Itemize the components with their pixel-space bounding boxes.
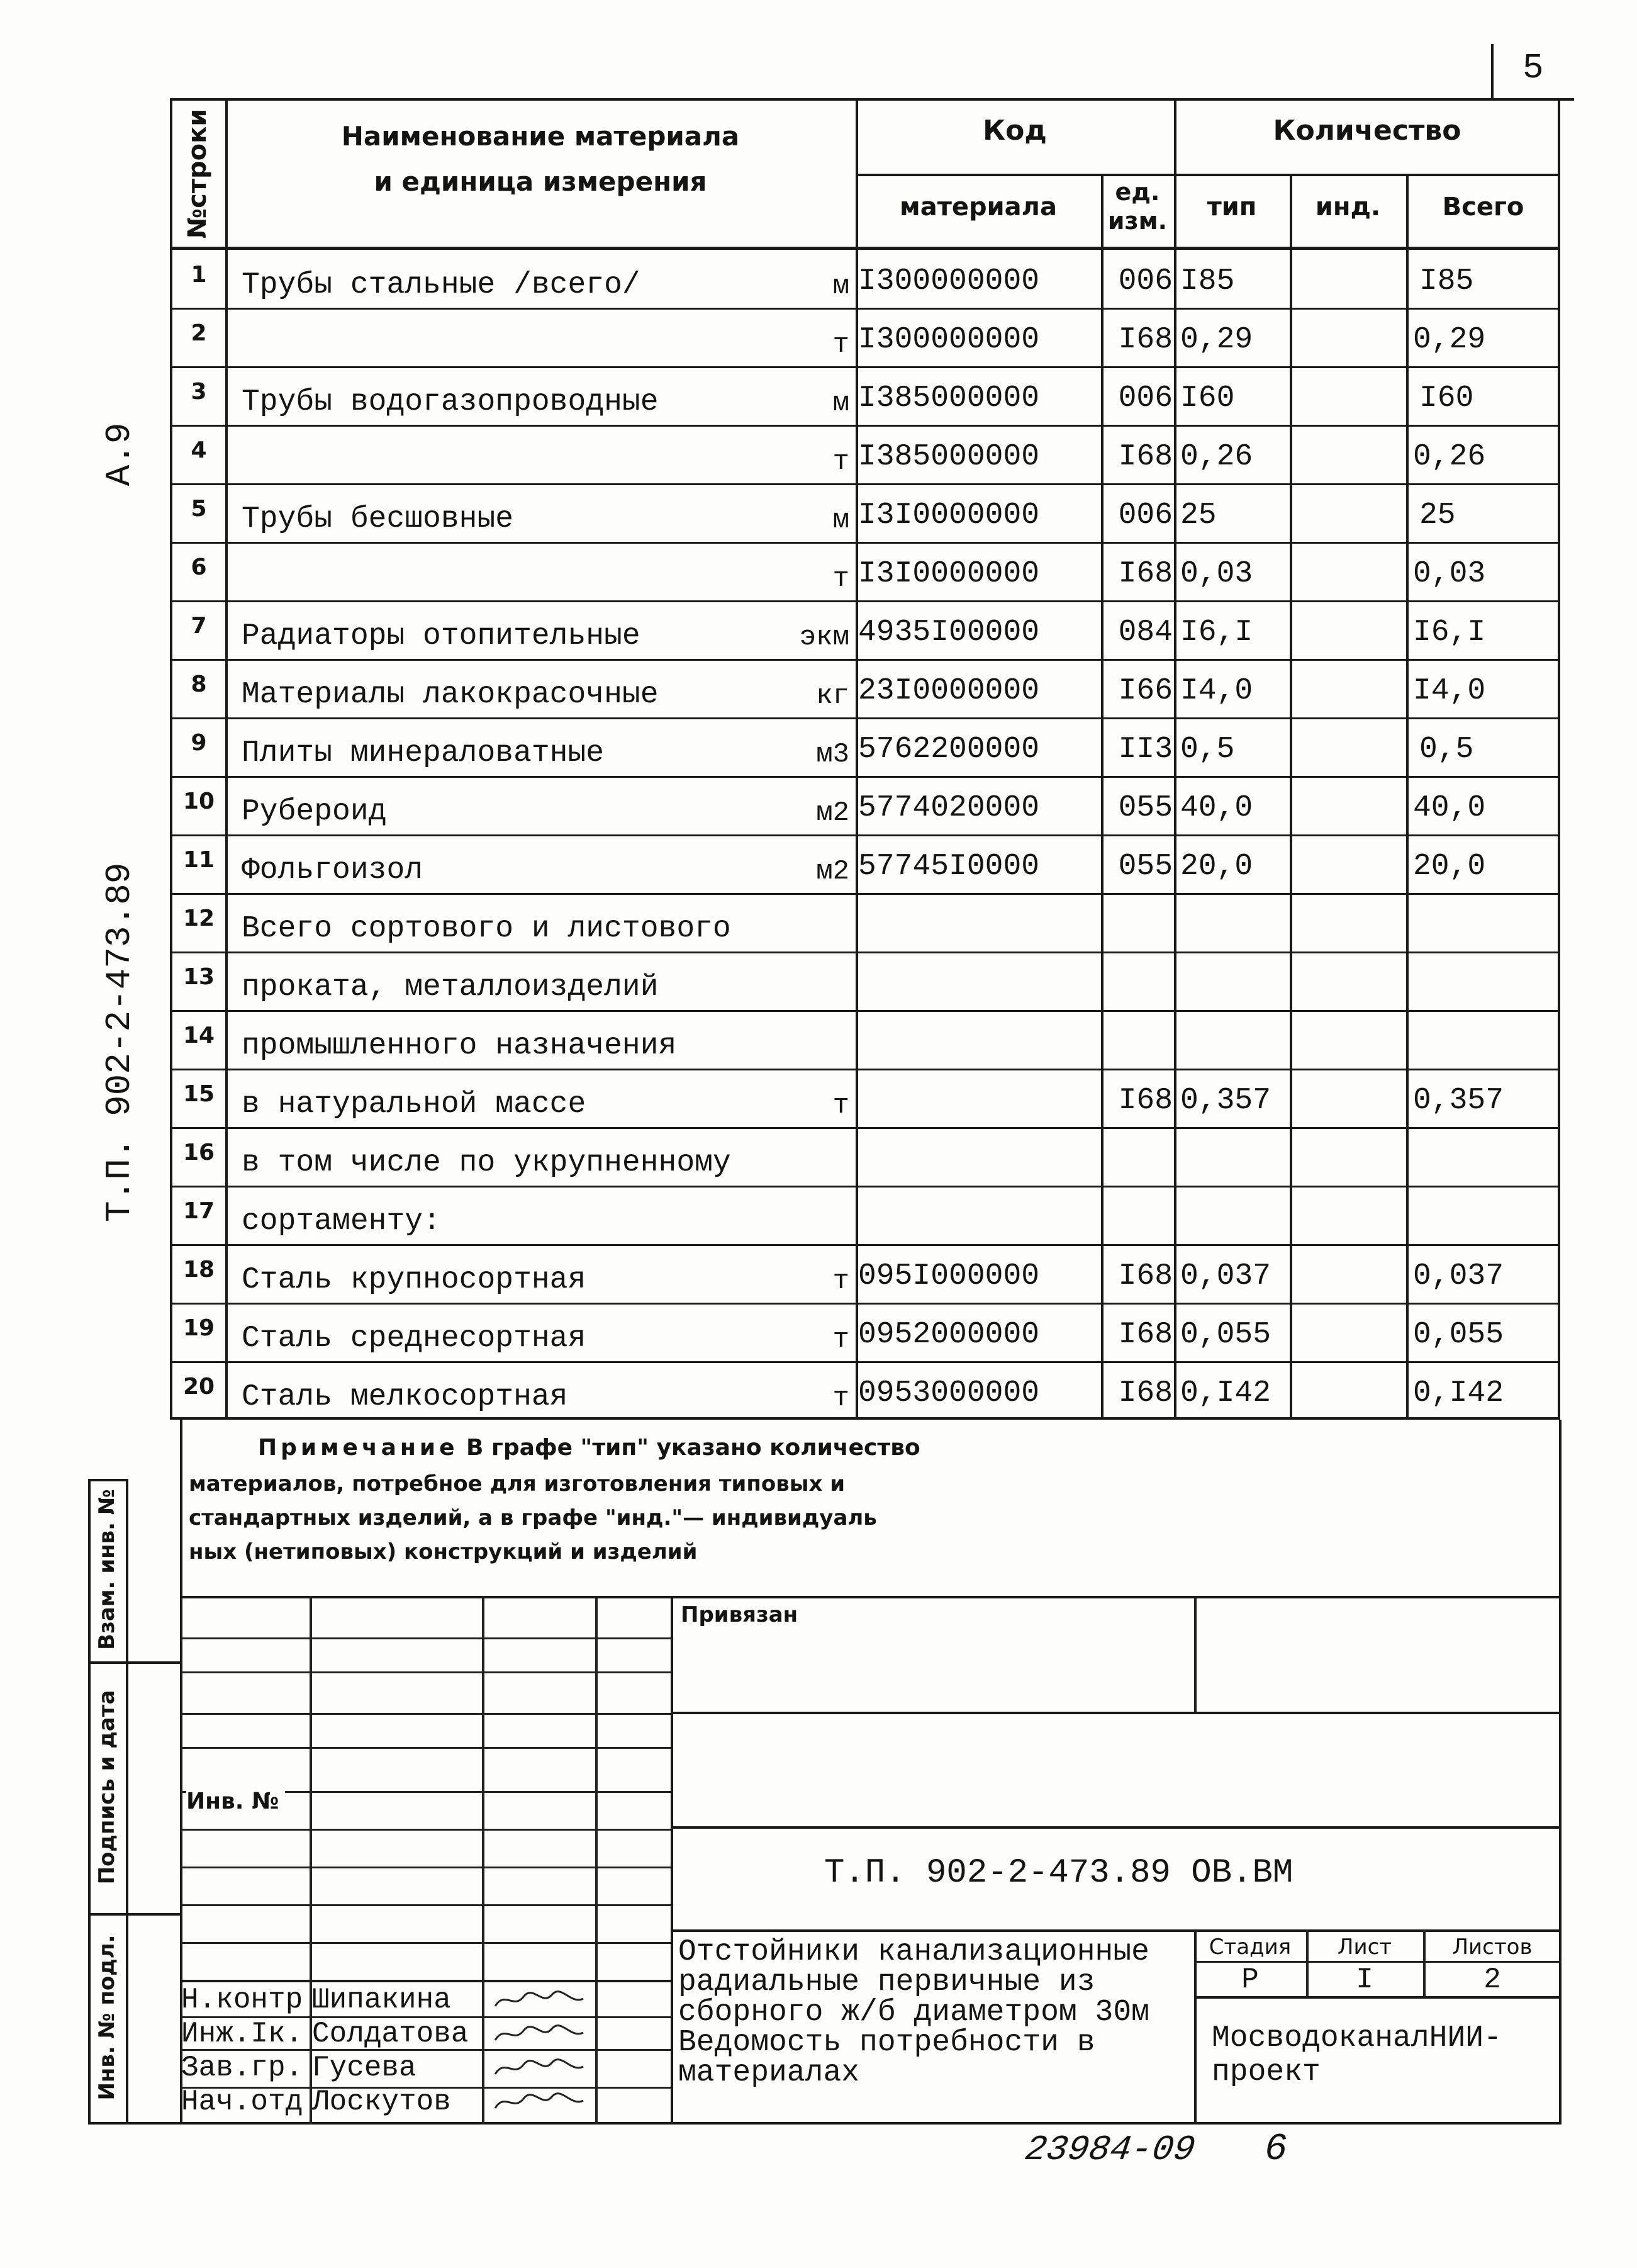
material-code: 57745I0000 [858,850,1040,884]
stamp-sign-date: Подпись и дата [94,1690,120,1885]
material-name: Трубы стальные /всего/ [242,268,640,302]
unit-of-measure: м [832,505,849,536]
qty-type: 0,037 [1180,1259,1271,1293]
material-code: I385000000 [858,381,1040,415]
qty-type: 40,0 [1180,791,1253,825]
row-number: 9 [191,730,207,756]
table-row [170,1010,1560,1069]
qty-type: 0,03 [1180,557,1253,591]
table-row [170,425,1560,483]
description: Отстойники канализационные радиальные первичные из сборного ж/б диаметром 30м Ведомость потребности в материалах [678,1935,1149,2090]
material-code: I385000000 [858,440,1040,474]
unit-of-measure: т [832,563,849,595]
material-name: промышленного назначения [242,1029,677,1063]
material-name: Плиты минераловатные [242,736,605,770]
qty-type: 0,5 [1180,733,1235,766]
unit-of-measure: т [832,446,849,478]
sheet-ref-label: А.9 [99,422,140,486]
material-name: Всего сортового и листового [242,912,731,946]
material-code: I300000000 [858,323,1040,357]
unit-of-measure: кг [816,680,849,712]
header-quantity: Количество [1273,115,1461,147]
row-number: 10 [182,789,215,814]
unit-code: 006 [1118,381,1173,415]
row-number: 1 [191,262,207,288]
material-code: 5762200000 [858,733,1040,766]
qty-total: 0,037 [1413,1259,1504,1293]
privyazan-label: Привязан [681,1602,798,1627]
table-row [170,952,1560,1010]
row-number: 17 [182,1198,215,1224]
qty-type: 0,357 [1180,1084,1271,1118]
page-number: 5 [1522,48,1544,88]
signature-role: Нач.отд [181,2086,303,2118]
table-row [170,308,1560,366]
row-number: 6 [191,554,207,580]
material-name: проката, металлоизделий [242,970,659,1004]
table-row [170,1244,1560,1303]
material-name: в том числе по укрупненному [242,1146,731,1180]
unit-of-measure: т [832,1383,849,1414]
unit-of-measure: т [832,1324,849,1356]
note-label: Примечание [258,1435,459,1461]
table-row [170,1186,1560,1244]
qty-total: 0,357 [1413,1084,1504,1118]
material-name: Трубы водогазопроводные [242,385,659,419]
qty-type: I4,0 [1180,674,1253,708]
unit-code: I68 [1118,323,1173,357]
row-number: 13 [182,964,215,990]
row-number: 16 [182,1140,215,1165]
qty-type: I6,I [1180,615,1253,649]
signature-name: Гусева [312,2052,416,2084]
unit-code: 006 [1118,264,1173,298]
left-stamp [88,1479,182,2127]
material-name: Сталь крупносортная [242,1263,586,1297]
qty-type: 0,26 [1180,440,1253,474]
table-row [170,600,1560,659]
note-text-line3: стандартных изделий, а в графе "инд."— индивидуаль [189,1505,877,1530]
stamp-vzam-inv: Взам. инв. № [94,1489,120,1650]
material-code: 23I0000000 [858,674,1040,708]
unit-code: 084 [1118,615,1173,649]
qty-total: 0,26 [1413,440,1486,474]
unit-code: I68 [1118,1376,1173,1410]
unit-of-measure: м2 [816,856,849,887]
signature-role: Инж.Iк. [181,2018,303,2050]
sheet-label: Лист [1337,1934,1392,1960]
material-code: 4935I00000 [858,615,1040,649]
table-row [170,366,1560,425]
note-text-line4: ных (нетиповых) конструкций и изделий [189,1539,698,1564]
unit-code: I68 [1118,440,1173,474]
unit-of-measure: т [832,1266,849,1297]
unit-code: I68 [1118,1084,1173,1118]
row-number: 14 [182,1023,215,1048]
handwritten-copy: 6 [1265,2128,1288,2171]
material-code: 0953000000 [858,1376,1040,1410]
row-number: 15 [182,1081,215,1107]
note-text-line1: Примечание В графе "тип" указано количество [258,1435,920,1461]
row-number: 2 [191,320,207,346]
doc-code-label: Т.П. 902-2-473.89 [99,862,140,1222]
table-row [170,1127,1560,1186]
qty-total: 25 [1419,498,1456,532]
table-row [170,483,1560,542]
handwritten-signature [492,1987,586,2013]
qty-total: I6,I [1413,615,1486,649]
qty-type: I85 [1180,264,1235,298]
qty-type: 25 [1180,498,1217,532]
qty-total: 20,0 [1413,850,1486,884]
unit-code: 006 [1118,498,1173,532]
page-number-divider [1491,44,1494,101]
material-name: сортаменту: [242,1204,441,1238]
unit-code: I68 [1118,1318,1173,1352]
handwritten-number: 23984-09 [1022,2130,1198,2170]
stage-value: Р [1241,1963,1259,1996]
unit-of-measure: экм [799,622,849,653]
row-number: 20 [182,1374,215,1400]
header-code-unit: ед. изм. [1107,178,1168,235]
unit-of-measure: м [832,388,849,419]
qty-total: I4,0 [1413,674,1486,708]
title-block [180,1596,1562,2125]
material-code: I300000000 [858,264,1040,298]
table-row [170,893,1560,952]
table-row [170,776,1560,834]
header-qty-total: Всего [1442,193,1524,222]
row-number: 19 [182,1315,215,1341]
table-row [170,717,1560,776]
sheet-value: I [1356,1963,1373,1996]
row-number: 12 [182,906,215,931]
material-code: I3I0000000 [858,557,1040,591]
materials-table [170,98,1560,1420]
stamp-inv-podl: Инв. № подл. [94,1934,120,2101]
material-code: 0952000000 [858,1318,1040,1352]
unit-of-measure: м3 [816,739,849,770]
signature-name: Солдатова [312,2018,469,2050]
header-code-material: материала [900,193,1057,222]
qty-total: 0,I42 [1413,1376,1504,1410]
row-number: 7 [191,613,207,639]
signature-name: Лоскутов [312,2086,451,2118]
unit-of-measure: т [832,1090,849,1121]
organization: МосводоканалНИИ- проект [1212,2021,1502,2089]
row-number: 8 [191,671,207,697]
row-number: 18 [182,1257,215,1283]
unit-code: 055 [1118,850,1173,884]
qty-type: 20,0 [1180,850,1253,884]
unit-code: I68 [1118,1259,1173,1293]
qty-total: 0,29 [1413,323,1486,357]
inv-no-label: Инв. № [186,1788,285,1814]
sheets-label: Листов [1452,1934,1533,1960]
sheets-value: 2 [1483,1963,1501,1996]
unit-of-measure: м [832,271,849,302]
unit-code: I68 [1118,557,1173,591]
header-qty-type: тип [1207,193,1257,222]
material-name: Рубероид [242,795,387,829]
header-code: Код [983,115,1047,147]
qty-total: 0,5 [1419,733,1474,766]
qty-total: 0,055 [1413,1318,1504,1352]
row-number: 4 [191,437,207,463]
signature-role: Зав.гр. [181,2052,303,2084]
material-name: Фольгоизол [242,853,423,887]
qty-type: 0,29 [1180,323,1253,357]
header-row-number: №строки [183,108,212,239]
table-row [170,1069,1560,1127]
table-row [170,1361,1560,1420]
table-row [170,834,1560,893]
material-name: в натуральной массе [242,1087,586,1121]
material-code: 5774020000 [858,791,1040,825]
row-number: 5 [191,496,207,522]
row-number: 3 [191,379,207,405]
table-row [170,542,1560,600]
material-name: Материалы лакокрасочные [242,678,659,712]
table-row [170,1303,1560,1361]
material-name: Трубы бесшовные [242,502,514,536]
header-qty-ind: инд. [1315,193,1381,222]
signature-role: Н.контр [181,1984,303,2016]
unit-of-measure: т [832,329,849,361]
table-row [170,249,1560,308]
row-number: 11 [182,847,215,873]
stage-label: Стадия [1209,1934,1292,1960]
table-row [170,659,1560,717]
note-text-line2: материалов, потребное для изготовления типовых и [189,1471,846,1496]
qty-type: 0,055 [1180,1318,1271,1352]
qty-total: 40,0 [1413,791,1486,825]
unit-code: 055 [1118,791,1173,825]
material-name: Радиаторы отопительные [242,619,640,653]
handwritten-signature [492,2055,586,2080]
qty-total: I85 [1419,264,1474,298]
material-code: 095I000000 [858,1259,1040,1293]
material-name: Сталь мелкосортная [242,1380,568,1414]
qty-total: I60 [1419,381,1474,415]
header-name-line1: Наименование материала [341,121,740,152]
material-name: Сталь среднесортная [242,1322,586,1356]
unit-code: II3 [1118,733,1173,766]
qty-total: 0,03 [1413,557,1486,591]
unit-code: I66 [1118,674,1173,708]
header-name-line2: и единица измерения [374,166,707,197]
signature-name: Шипакина [312,1984,451,2016]
material-code: I3I0000000 [858,498,1040,532]
qty-type: 0,I42 [1180,1376,1271,1410]
qty-type: I60 [1180,381,1235,415]
handwritten-signature [492,2089,586,2114]
unit-of-measure: м2 [816,797,849,829]
designation: Т.П. 902-2-473.89 ОВ.ВМ [824,1854,1293,1892]
handwritten-signature [492,2021,586,2046]
